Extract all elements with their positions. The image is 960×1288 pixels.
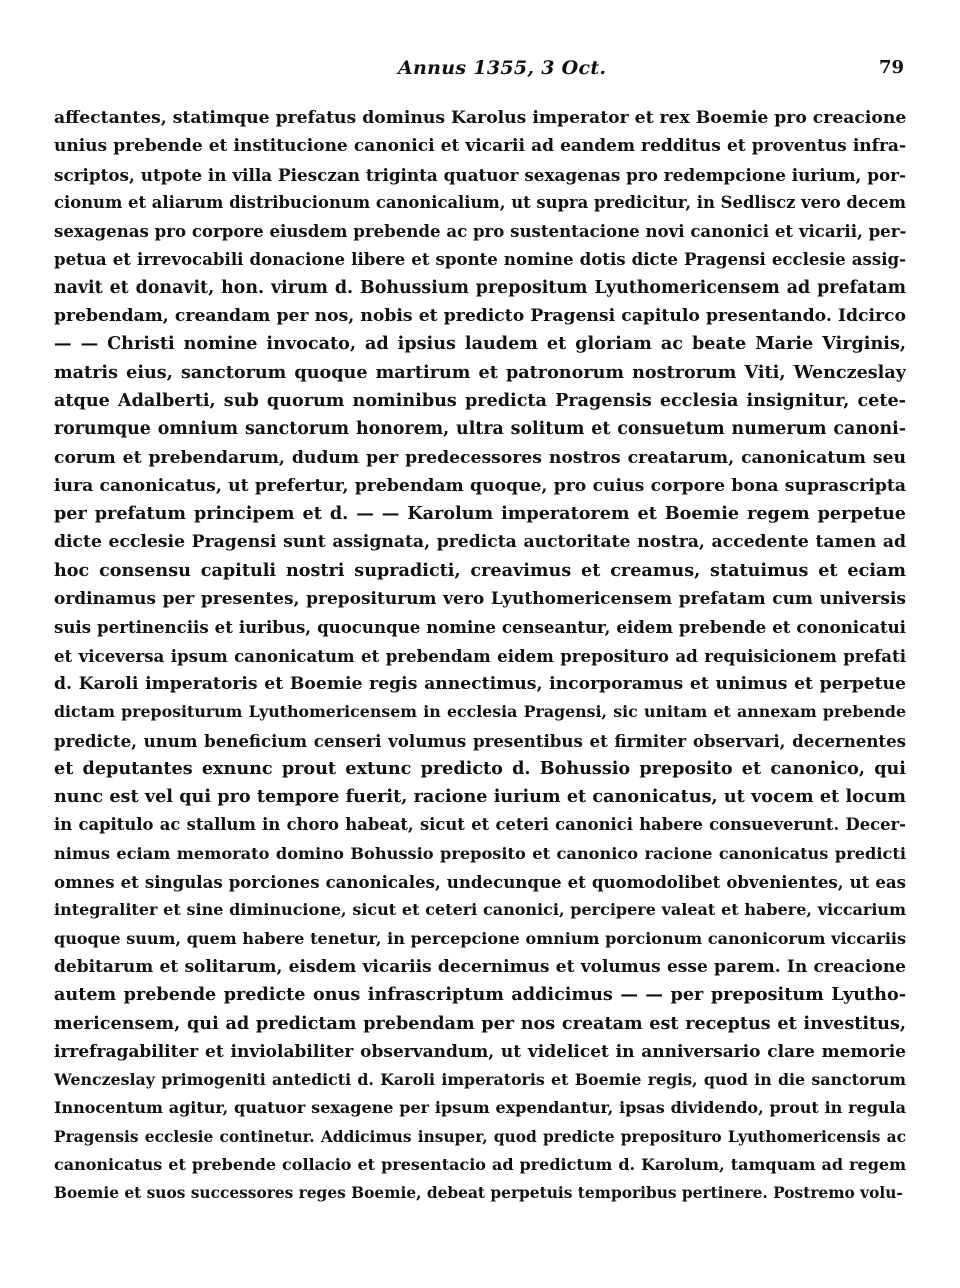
- text-line: ordinamus per presentes, prepositurum vero Lyuthomericensem prefatam cum universis: [54, 589, 906, 610]
- text-line: hoc consensu capituli nostri supradicti, creavimus et creamus, statuimus et eciam: [54, 559, 906, 581]
- text-line: dictam prepositurum Lyuthomericensem in ecclesia Pragensi, sic unitam et annexam prebende: [54, 702, 906, 722]
- text-line: et viceversa ipsum canonicatum et prebendam eidem preposituro ad requisicionem prefati: [54, 645, 906, 666]
- text-line: mericensem, qui ad predictam prebendam per nos creatam est receptus et investitus,: [54, 1012, 906, 1034]
- text-line: autem prebende predicte onus infrascriptum addicimus — — per prepositum Lyutho-: [54, 984, 906, 1006]
- text-line: nunc est vel qui pro tempore fuerit, racione iurium et canonicatus, ut vocem et locum: [54, 786, 906, 808]
- text-line: cionum et aliarum distribucionum canonicalium, ut supra predicitur, in Sedliscz vero decem: [54, 192, 906, 212]
- text-line: atque Adalberti, sub quorum nominibus predicta Pragensis ecclesia insignitur, cete-: [54, 389, 906, 411]
- text-line: irrefragabiliter et inviolabiliter observandum, ut videlicet in anniversario clare memorie: [54, 1041, 906, 1062]
- text-line: matris eius, sanctorum quoque martirum et patronorum nostrorum Viti, Wenczeslay: [54, 361, 906, 383]
- text-line: navit et donavit, hon. virum d. Bohussium prepositum Lyuthomericensem ad prefatam: [54, 277, 906, 298]
- text-line: omnes et singulas porciones canonicales, undecunque et quomodolibet obvenientes, ut eas: [54, 872, 906, 893]
- text-line: Wenczeslay primogeniti antedicti d. Karoli imperatoris et Boemie regis, quod in die sanctorum: [54, 1070, 906, 1090]
- running-head: [0, 57, 960, 85]
- text-line: integraliter et sine diminucione, sicut et ceteri canonici, percipere valeat et habere, viccarium: [54, 900, 906, 920]
- text-line: canonicatus et prebende collacio et presentacio ad predictum d. Karolum, tamquam ad regem: [54, 1154, 906, 1174]
- text-line: Boemie et suos successores reges Boemie, debeat perpetuis temporibus pertinere. Postremo volu-: [54, 1184, 903, 1203]
- text-line: dicte ecclesie Pragensi sunt assignata, predicta auctoritate nostra, accedente tamen ad: [54, 532, 906, 553]
- text-line: affectantes, statimque prefatus dominus Karolus imperator et rex Boemie pro creacione: [54, 108, 906, 128]
- text-line: petua et irrevocabili donacione libere et sponte nomine dotis dicte Pragensi ecclesie assig-: [54, 249, 906, 270]
- text-line: quoque suum, quem habere tenetur, in percepcione omnium porcionum canonicorum viccariis: [54, 928, 906, 948]
- text-line: iura canonicatus, ut prefertur, prebendam quoque, pro cuius corpore bona suprascripta: [54, 475, 906, 496]
- text-line: in capitulo ac stallum in choro habeat, sicut et ceteri canonici habere consueverunt. Decer-: [54, 815, 906, 835]
- text-line: prebendam, creandam per nos, nobis et predicto Pragensi capitulo presentando. Idcirco: [54, 306, 906, 327]
- text-line: debitarum et solitarum, eisdem vicariis decernimus et volumus esse parem. In creacione: [54, 956, 906, 977]
- text-line: Innocentum agitur, quatuor sexagene per ipsum expendantur, ipsas dividendo, prout in regula: [54, 1098, 906, 1118]
- page-number: 79: [878, 57, 904, 78]
- text-line: nimus eciam memorato domino Bohussio preposito et canonico racione canonicatus predicti: [54, 843, 906, 863]
- text-line: scriptos, utpote in villa Piesczan triginta quatuor sexagenas pro redempcione iurium, por-: [54, 164, 906, 185]
- text-line: suis pertinenciis et iuribus, quocunque nomine censeantur, eidem prebende et cononicatui: [54, 617, 906, 638]
- text-line: d. Karoli imperatoris et Boemie regis annectimus, incorporamus et unimus et perpetue: [54, 673, 906, 694]
- text-line: corum et prebendarum, dudum per predecessores nostros creatarum, canonicatum seu: [54, 447, 906, 468]
- text-line: — — Christi nomine invocato, ad ipsius laudem et gloriam ac beate Marie Virginis,: [54, 333, 906, 355]
- text-line: predicte, unum beneficium censeri volumus presentibus et firmiter observari, decernentes: [54, 730, 906, 751]
- text-line: unius prebende et institucione canonici et vicarii ad eandem redditus et proventus infra-: [54, 136, 906, 157]
- text-line: rorumque omnium sanctorum honorem, ultra solitum et consuetum numerum canoni-: [54, 419, 906, 440]
- running-title: Annus 1355, 3 Oct.: [398, 57, 607, 79]
- text-line: et deputantes exnunc prout extunc predicto d. Bohussio preposito et canonico, qui: [54, 757, 906, 779]
- text-line: sexagenas pro corpore eiusdem prebende ac pro sustentacione novi canonici et vicarii, per-: [54, 221, 906, 242]
- text-line: Pragensis ecclesie continetur. Addicimus insuper, quod predicte preposituro Lyuthomericensis ac: [54, 1127, 906, 1146]
- body-text: [54, 104, 906, 1208]
- text-line: per prefatum principem et d. — — Karolum imperatorem et Boemie regem perpetue: [54, 503, 906, 525]
